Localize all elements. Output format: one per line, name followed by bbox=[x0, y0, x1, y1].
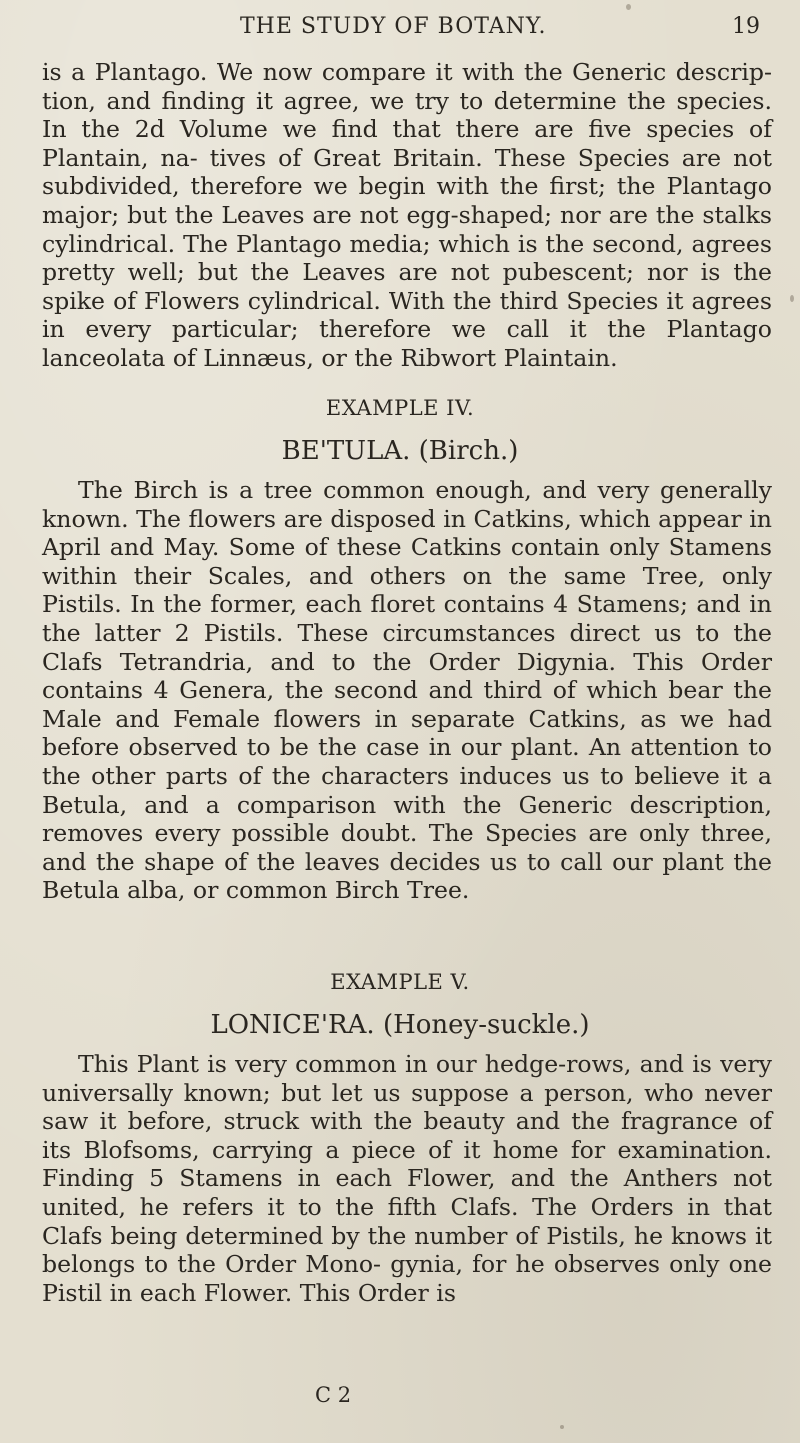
betula-heading: BE'TULA. (Birch.) bbox=[281, 436, 519, 466]
signature-mark: C 2 bbox=[315, 1383, 352, 1407]
example-iv-label: EXAMPLE IV. bbox=[325, 396, 475, 420]
paper-blemish bbox=[626, 4, 631, 10]
running-title: THE STUDY OF BOTANY. bbox=[240, 14, 547, 39]
plantago-paragraph: is a Plantago. We now compare it with the Generic descrip- tion, and finding it agree, we try to determine the species. In the 2d Volume we find that there are five species of Plantain, na- tives of Great Britain. These Species are not subdivided, therefore we begin with the first; the Plantago major; but the Leaves are not egg-shaped; nor are the stalks cylindrical. The Plantago media; which is the second, agrees pretty well; but the Leaves are not pubescent; nor is the spike of Flowers cylindrical. With the third Species it agrees in every particular; therefore we call it the Plantago lanceolata of Linnæus, or the Ribwort Plaintain. bbox=[42, 58, 772, 372]
honeysuckle-paragraph: This Plant is very common in our hedge-rows, and is very universally known; but let us suppose a person, who never saw it before, struck with the beauty and the fragrance of its Blofsoms, carrying a piece of it home for examination. Finding 5 Stamens in each Flower, and the Anthers not united, he refers it to the fifth Clafs. The Orders in that Clafs being determined by the number of Pistils, he knows it belongs to the Order Mono- gynia, for he observes only one Pistil in each Flower. This Order is bbox=[42, 1050, 772, 1307]
birch-paragraph: The Birch is a tree common enough, and very generally known. The flowers are disposed in Catkins, which appear in April and May. Some of these Catkins contain only Stamens within their Scales, and others on the same Tree, only Pistils. In the former, each floret contains 4 Stamens; and in the latter 2 Pistils. These circumstances direct us to the Clafs Tetrandria, and to the Order Digynia. This Order contains 4 Genera, the second and third of which bear the Male and Female flowers in separate Catkins, as we had before observed to be the case in our plant. An attention to the other parts of the characters induces us to believe it a Betula, and a comparison with the Generic description, removes every possible doubt. The Species are only three, and the shape of the leaves decides us to call our plant the Betula alba, or common Birch Tree. bbox=[42, 476, 772, 905]
page-number: 19 bbox=[732, 14, 760, 39]
plantago-paragraph-block bbox=[42, 58, 772, 373]
lonicera-heading: LONICE'RA. (Honey-suckle.) bbox=[210, 1010, 590, 1040]
page-header bbox=[240, 14, 760, 44]
paper-blemish bbox=[560, 1425, 564, 1429]
birch-paragraph-block bbox=[42, 476, 772, 905]
honeysuckle-paragraph-block bbox=[42, 1050, 772, 1307]
example-v-label: EXAMPLE V. bbox=[330, 970, 470, 994]
paper-blemish bbox=[790, 295, 794, 302]
